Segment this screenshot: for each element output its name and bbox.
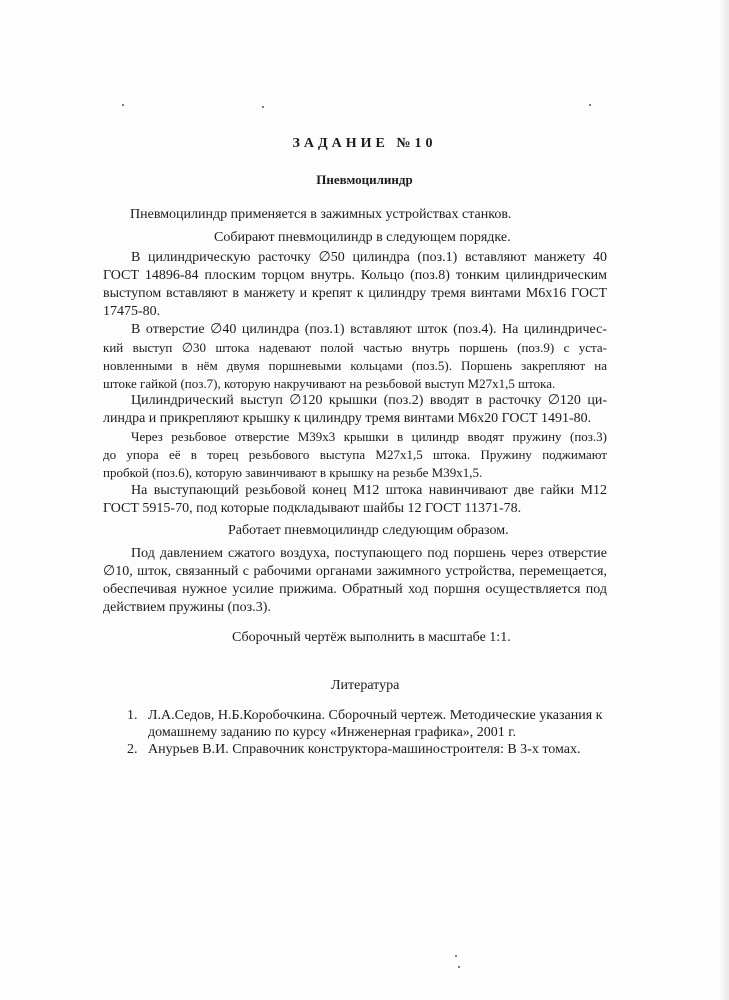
paragraph-line: Цилиндрический выступ ∅120 крышки (поз.2) вводят в расточку ∅120 ци-	[131, 393, 607, 408]
scan-speck	[262, 106, 264, 108]
paragraph-line: кий выступ ∅30 штока надевают полой частью внутрь поршень (поз.9) с уста-	[103, 340, 607, 355]
scan-speck	[589, 104, 591, 106]
paragraph-line: Под давлением сжатого воздуха, поступающего под поршень через отверстие	[131, 546, 607, 561]
scan-speck	[122, 104, 124, 106]
literature-item-text: Л.А.Седов, Н.Б.Коробочкина. Сборочный чертеж. Методические указания к	[148, 708, 603, 723]
paragraph-line: В цилиндрическую расточку ∅50 цилиндра (поз.1) вставляют манжету 40	[131, 250, 607, 265]
paragraph-line: новленными в нём двумя поршневыми кольцами (поз.5). Поршень закрепляют на	[103, 358, 607, 373]
literature-heading: Литература	[331, 678, 400, 693]
literature-item-number: 2.	[127, 742, 138, 757]
literature-item	[127, 741, 611, 758]
document-subtitle: Пневмоцилиндр	[316, 172, 413, 187]
scan-speck	[455, 955, 457, 957]
literature-item-number: 1.	[127, 708, 138, 723]
paragraph-line: На выступающий резьбовой конец М12 штока навинчивают две гайки М12	[131, 483, 607, 498]
paragraph-line: 17475-80.	[103, 304, 161, 319]
paragraph-line: пробкой (поз.6), которую завинчивают в крышку на резьбе М39х1,5.	[103, 465, 483, 480]
paragraph-line: Сборочный чертёж выполнить в масштабе 1:1.	[232, 630, 511, 645]
paragraph-line: действием пружины (поз.3).	[103, 600, 271, 615]
literature-item-text: домашнему заданию по курсу «Инженерная графика», 2001 г.	[148, 725, 516, 740]
paragraph-line: В отверстие ∅40 цилиндра (поз.1) вставляют шток (поз.4). На цилиндричес-	[131, 322, 607, 337]
document-title: ЗАДАНИЕ №10	[292, 136, 437, 151]
paragraph-line: ∅10, шток, связанный с рабочими органами зажимного устройства, перемещается,	[103, 564, 607, 579]
paragraph-line: выступом вставляют в манжету и крепят к цилиндру тремя винтами М6х16 ГОСТ	[103, 286, 607, 301]
paragraph-line: Собирают пневмоцилиндр в следующем порядке.	[214, 230, 511, 245]
scan-speck	[458, 966, 460, 968]
paragraph-line: штоке гайкой (поз.7), которую накручивают на резьбовой выступ М27х1,5 штока.	[103, 376, 556, 391]
paragraph-line: Работает пневмоцилиндр следующим образом.	[228, 523, 509, 538]
paragraph-line: ГОСТ 14896-84 плоским торцом внутрь. Кольцо (поз.8) тонким цилиндрическим	[103, 268, 607, 283]
paragraph-line: ГОСТ 5915-70, под которые подкладывают шайбы 12 ГОСТ 11371-78.	[103, 501, 522, 516]
paragraph-line: Через резьбовое отверстие М39х3 крышки в цилиндр вводят пружину (поз.3)	[131, 429, 607, 444]
literature-item-text: Анурьев В.И. Справочник конструктора-машиностроителя: В 3-х томах.	[148, 742, 581, 757]
literature-item	[127, 707, 611, 741]
paragraph-line: линдра и прикрепляют крышку к цилиндру тремя винтами М6х20 ГОСТ 1491-80.	[103, 411, 592, 426]
paragraph-line: обеспечивая нужное усилие прижима. Обратный ход поршня осуществляется под	[103, 582, 607, 597]
paragraph-line: до упора её в торец резьбового выступа М27х1,5 штока. Пружину поджимают	[103, 447, 607, 462]
paragraph-line: Пневмоцилиндр применяется в зажимных устройствах станков.	[130, 207, 512, 222]
